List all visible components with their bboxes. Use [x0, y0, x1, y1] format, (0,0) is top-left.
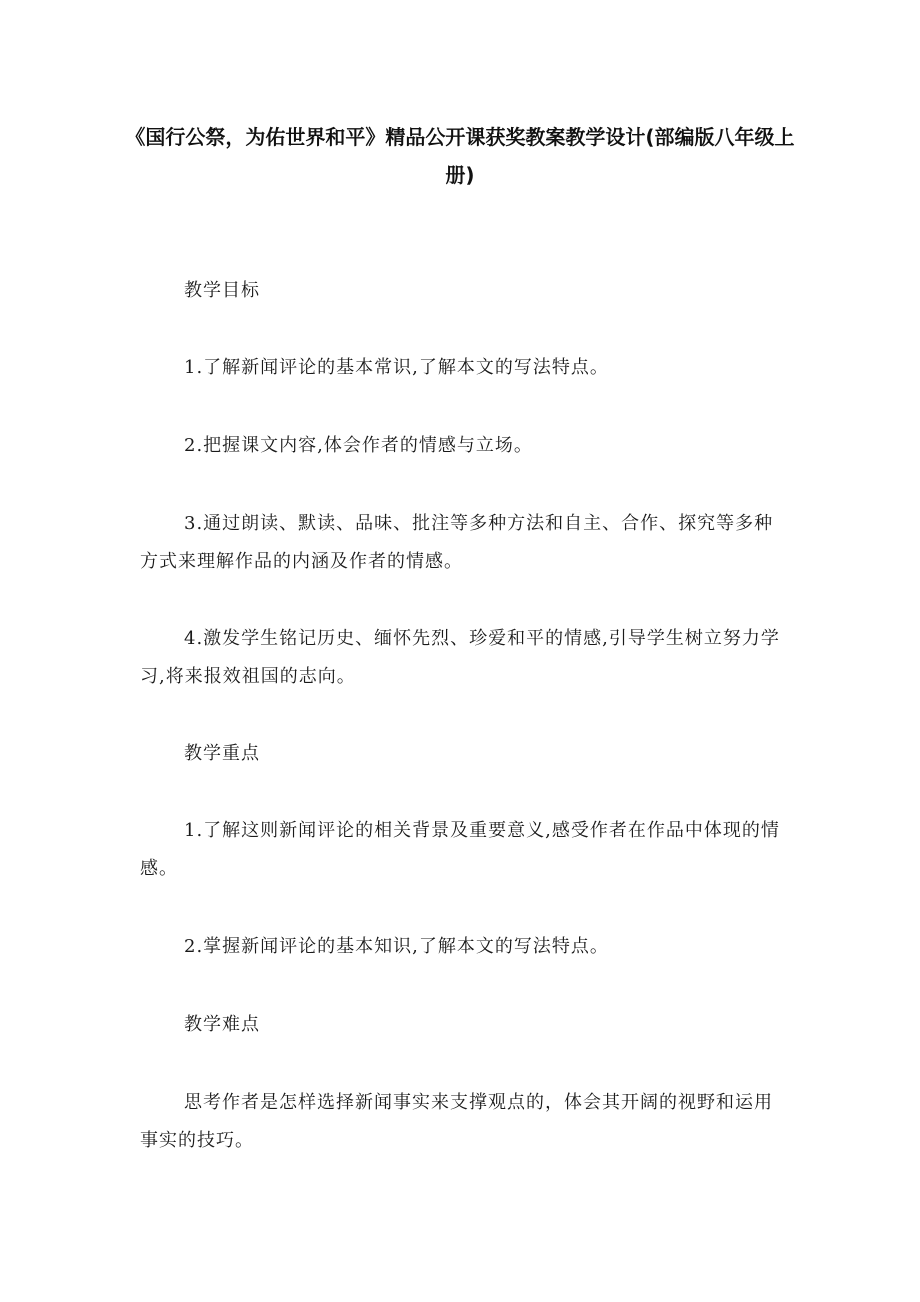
objective-item-4: 4.激发学生铭记历史、缅怀先烈、珍爱和平的情感,引导学生树立努力学习,将来报效祖国的志向。	[140, 628, 780, 687]
key-point-item-2: 2.掌握新闻评论的基本知识,了解本文的写法特点。	[184, 936, 609, 957]
section-heading-difficulties: 教学难点	[184, 1014, 260, 1035]
difficulty-item-1: 思考作者是怎样选择新闻事实来支撑观点的，体会其开阔的视野和运用事实的技巧。	[140, 1092, 773, 1151]
key-point-item-1: 1.了解这则新闻评论的相关背景及重要意义,感受作者在作品中体现的情感。	[140, 820, 780, 879]
objective-item-2: 2.把握课文内容,体会作者的情感与立场。	[184, 435, 533, 456]
section-heading-key-points: 教学重点	[184, 743, 260, 764]
objective-item-3: 3.通过朗读、默读、品味、批注等多种方法和自主、合作、探究等多种方式来理解作品的内涵及作者的情感。	[140, 513, 774, 572]
section-heading-objectives: 教学目标	[184, 280, 260, 301]
document-title: 《国行公祭，为佑世界和平》精品公开课获奖教案教学设计(部编版八年级上册)	[125, 125, 795, 187]
objective-item-1: 1.了解新闻评论的基本常识,了解本文的写法特点。	[184, 357, 609, 378]
